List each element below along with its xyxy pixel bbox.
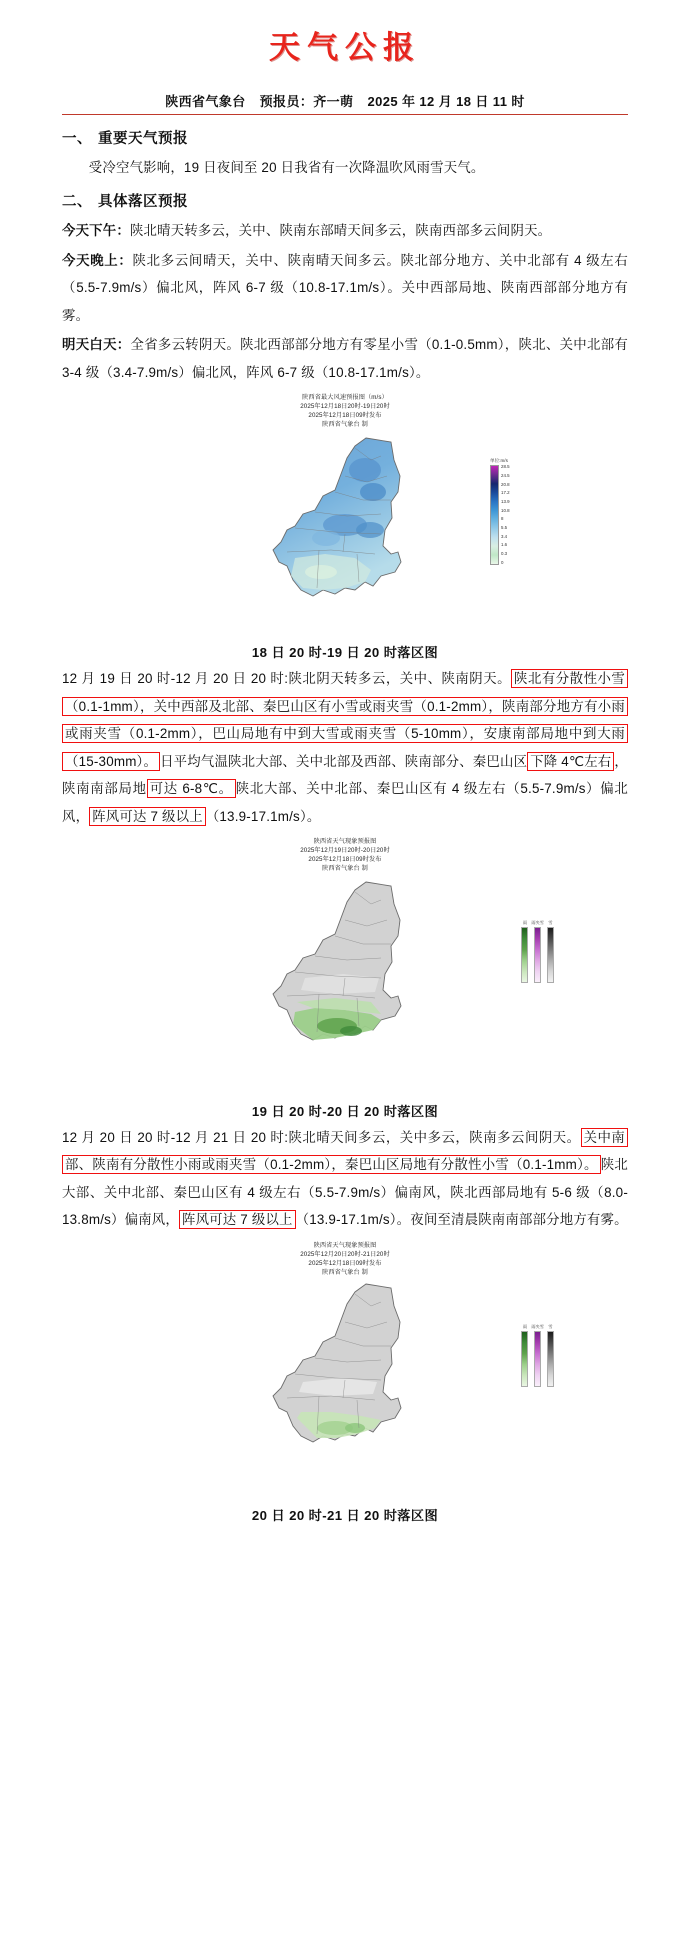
legend-bar-sleet [534, 1331, 541, 1387]
legend-bar-sleet [534, 927, 541, 983]
figure-2-title [62, 838, 628, 874]
today-evening-paragraph [62, 247, 628, 329]
figure-weather-phenomenon-20-21 [62, 1242, 628, 1524]
legend-tick: 5.5 [501, 525, 508, 531]
legend-tick: 8 [501, 516, 504, 522]
legend-unit-label: 单位:m/s [490, 458, 508, 464]
section-1-title: 重要天气预报 [98, 131, 188, 147]
legend-bar-snow [547, 1331, 554, 1387]
figure-1-title-line-1: 陕西省最大风速预报图（m/s） [302, 394, 388, 402]
figure-3-title [62, 1242, 628, 1278]
period-2-mid-2: ，陕南南部局地 [62, 753, 628, 797]
today-afternoon-text: 陕北晴天转多云，关中、陕南东部晴天间多云，陕南西部多云间阴天。 [129, 223, 552, 239]
period-3-highlight-precip: 关中南部、陕南有分散性小雨或雨夹雪（0.1-2mm），秦巴山区局地有分散性小雪（0.1-1mm）。 [62, 1128, 628, 1174]
legend-col-snow [547, 1324, 554, 1387]
legend-tick: 28.5 [501, 464, 510, 470]
figure-3-title-line-4: 陕西省气象台 制 [322, 1268, 368, 1276]
shaanxi-map-phenomenon-2 [185, 1278, 505, 1478]
figure-3-title-line-3: 2025年12月18日09时发布 [308, 1259, 382, 1267]
figure-3-title-line-1: 陕西省天气现象预报图 [313, 1241, 377, 1249]
period-2-highlight-precip: 陕北有分散性小雪（0.1-1mm），关中西部及北部、秦巴山区有小雪或雨夹雪（0.1-2mm），陕南部分地方有小雨或雨夹雪（0.1-2mm），巴山局地有中到大雪或雨夹雪（5-10mm），安康南部局地中到大雨（15-30mm）。 [62, 669, 628, 770]
legend-tick: 20.8 [501, 481, 510, 487]
figure-weather-phenomenon-19-20 [62, 838, 628, 1120]
period-2-tail-1: 陕北大部、关中北部、秦巴山区有 4 级左右（5.5-7.9m/s）偏北风， [62, 781, 628, 824]
legend-tick-list [501, 465, 510, 565]
legend-phenomenon-2 [521, 1324, 554, 1387]
period-2-mid-1: 日平均气温陕北大部、关中北部及西部、陕南部分、秦巴山区 [160, 753, 528, 769]
legend-col-sleet-label: 雨夹雪 [531, 1323, 544, 1329]
tomorrow-day-text: 全省多云转阴天。陕北西部部分地方有零星小雪（0.1-0.5mm），陕北、关中北部有 3-4 级（3.4-7.9m/s）偏北风，阵风 6-7 级（10.8-17.1m/s）。 [62, 337, 628, 380]
legend-tick: 13.9 [501, 498, 510, 504]
period-3-paragraph [62, 1124, 628, 1234]
figure-1-caption: 18 日 20 时-19 日 20 时落区图 [251, 645, 439, 661]
map-image-wind-speed [62, 430, 628, 640]
tomorrow-day-label: 明天白天： [62, 337, 131, 353]
section-2-heading [62, 190, 628, 211]
issue-datetime: 2025 年 12 月 18 日 11 时 [367, 94, 525, 109]
today-afternoon-label: 今天下午： [62, 223, 130, 239]
legend-col-sleet-label: 雨夹雪 [531, 919, 544, 925]
section-2-title: 具体落区预报 [98, 194, 188, 211]
legend-tick: 3.4 [501, 533, 508, 539]
tomorrow-day-paragraph [62, 331, 628, 386]
legend-col-rain-label: 雨 [522, 919, 528, 925]
section-1-number: 一、 [62, 131, 92, 147]
important-forecast-text: 受冷空气影响，19 日夜间至 20 日我省有一次降温吹风雨雪天气。 [88, 160, 485, 175]
legend-bar-rain [521, 927, 528, 983]
period-3-lead: 12 月 20 日 20 时-12 月 21 日 20 时:陕北晴天间多云，关中多云，陕南多云间阴天。 [62, 1129, 581, 1145]
figure-1-title [62, 394, 628, 430]
period-2-highlight-temp-drop: 下降 4℃左右 [527, 752, 614, 771]
figure-1-title-line-2: 2025年12月18日20时-19日20时 [300, 403, 390, 411]
legend-colorbar [490, 465, 499, 565]
forecaster-name: 预报员：齐一萌 [259, 94, 354, 109]
legend-tick: 1.6 [501, 542, 508, 548]
today-evening-label: 今天晚上： [62, 252, 133, 268]
map-image-phenomenon-20-21 [62, 1278, 628, 1503]
legend-col-snow-label: 雪 [548, 919, 553, 925]
figure-1-title-line-4: 陕西省气象台 制 [322, 421, 368, 429]
section-1-heading [62, 127, 628, 148]
legend-col-rain-label: 雨 [522, 1323, 528, 1329]
figure-2-title-line-1: 陕西省天气现象预报图 [313, 838, 377, 846]
legend-col-rain [521, 1324, 528, 1387]
section-2-number: 二、 [62, 194, 92, 211]
legend-wind-speed [490, 458, 542, 565]
today-evening-text: 陕北多云间晴天，关中、陕南晴天间多云。陕北部分地方、关中北部有 4 级左右（5.5-7.9m/s）偏北风，阵风 6-7 级（10.8-17.1m/s）。关中西部局地、陕南西部部分地方有雾。 [62, 252, 628, 323]
bulletin-header [62, 91, 628, 115]
legend-col-sleet [531, 1324, 544, 1387]
figure-2-title-line-3: 2025年12月18日09时发布 [308, 856, 382, 863]
legend-col-snow-label: 雪 [548, 1323, 553, 1329]
figure-3-title-line-2: 2025年12月20日20时-21日20时 [300, 1250, 390, 1258]
period-2-highlight-gust: 阵风可达 7 级以上 [89, 807, 206, 826]
shaanxi-map-wind [195, 430, 495, 635]
period-3-highlight-gust: 阵风可达 7 级以上 [179, 1210, 296, 1229]
legend-col-snow [547, 920, 554, 983]
figure-2-title-line-4: 陕西省气象台 制 [322, 864, 368, 872]
legend-bar-rain [521, 1331, 528, 1387]
legend-tick: 17.2 [501, 490, 510, 496]
today-afternoon-paragraph [62, 217, 628, 244]
figure-2-caption: 19 日 20 时-20 日 20 时落区图 [251, 1103, 439, 1119]
figure-3-caption: 20 日 20 时-21 日 20 时落区图 [251, 1507, 439, 1523]
period-3-tail-2: （13.9-17.1m/s）。夜间至清晨陕南南部部分地方有雾。 [295, 1212, 628, 1228]
period-3-tail-1: 陕北大部、关中北部、秦巴山区有 4 级左右（5.5-7.9m/s）偏南风，陕北西部局地有 5-6 级（8.0-13.8m/s）偏南风， [62, 1157, 628, 1228]
issuing-bureau: 陕西省气象台 [165, 94, 246, 109]
period-2-tail-2: （13.9-17.1m/s）。 [205, 808, 321, 824]
figure-1-title-line-3: 2025年12月18日09时发布 [308, 412, 382, 420]
page-title: 天气公报 [269, 30, 421, 65]
legend-tick: 0.3 [501, 551, 508, 557]
legend-tick: 0 [501, 559, 504, 565]
legend-phenomenon-1 [521, 920, 554, 983]
period-2-highlight-temp-range: 可达 6-8℃。 [147, 779, 236, 798]
period-2-paragraph [62, 665, 628, 830]
legend-col-sleet [531, 920, 544, 983]
shaanxi-map-phenomenon-1 [185, 874, 505, 1089]
figure-max-wind-speed [62, 394, 628, 661]
period-2-lead: 12 月 19 日 20 时-12 月 20 日 20 时:陕北阴天转多云，关中、陕南阴天。 [62, 671, 512, 687]
legend-tick: 24.5 [501, 472, 510, 478]
legend-tick: 10.8 [501, 507, 510, 513]
legend-col-rain [521, 920, 528, 983]
legend-bar-snow [547, 927, 554, 983]
map-image-phenomenon-19-20 [62, 874, 628, 1099]
figure-2-title-line-2: 2025年12月19日20时-20日20时 [300, 847, 390, 855]
